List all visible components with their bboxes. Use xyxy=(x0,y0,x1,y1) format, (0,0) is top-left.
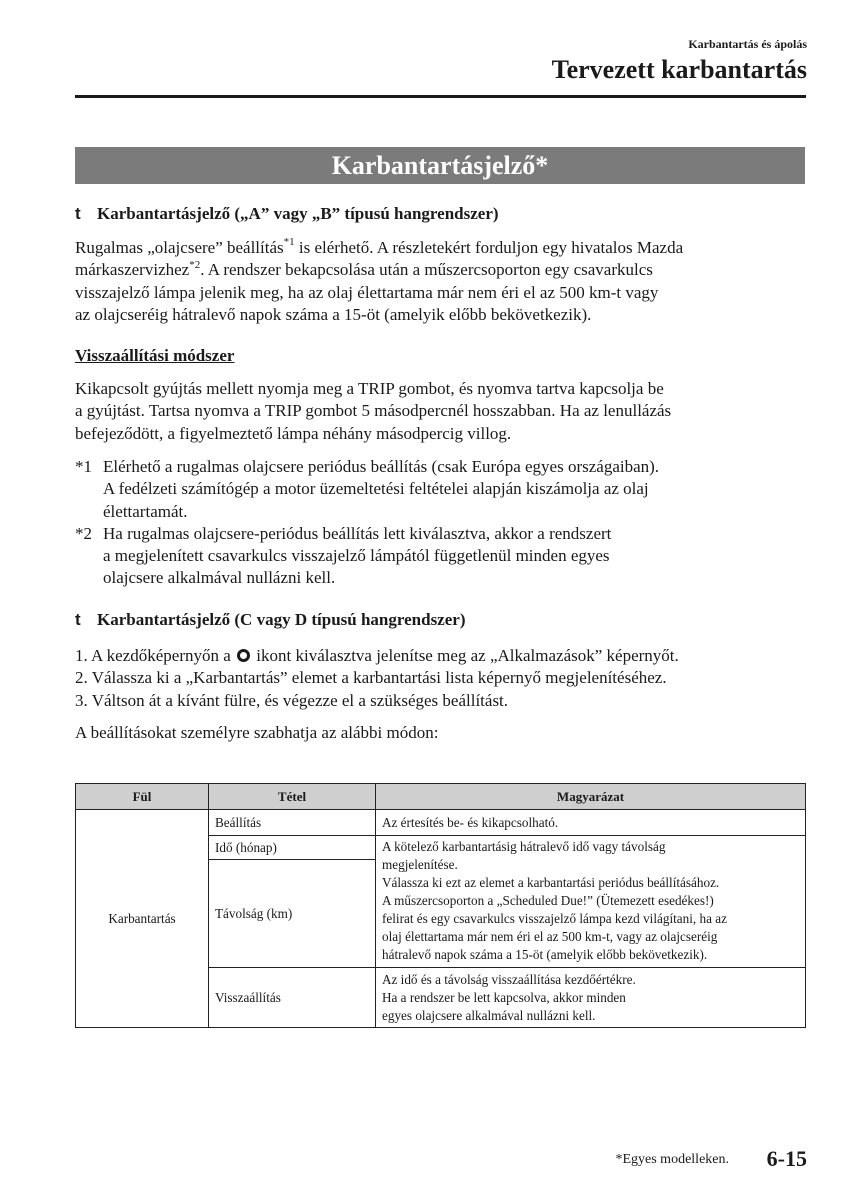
text-line: az olajcseréig hátralevő napok száma a 15-öt (amelyik előbb bekövetkezik). xyxy=(75,304,592,324)
section1-heading xyxy=(75,204,499,224)
text-run: márkaszervizhez xyxy=(75,260,190,280)
page-section-title: Tervezett karbantartás xyxy=(551,55,807,84)
column-header: Magyarázat xyxy=(376,784,806,810)
desc-line: olaj élettartama már nem éri el az 500 km-t, vagy az olajcseréig xyxy=(382,929,718,944)
item-cell: Beállítás xyxy=(209,810,376,836)
desc-line: A kötelező karbantartásig hátralevő idő vagy távolság xyxy=(382,839,666,854)
tab-cell: Karbantartás xyxy=(76,810,209,1028)
steps-list xyxy=(75,645,810,712)
desc-line: Az idő és a távolság visszaállítása kezdőértékre. xyxy=(382,971,636,987)
footnotes xyxy=(75,456,810,590)
text-run: is elérhető. A részletekért forduljon egy hivatalos Mazda xyxy=(294,238,684,257)
chapter-banner: Karbantartásjelző* xyxy=(75,147,805,184)
item-cell: Távolság (km) xyxy=(209,860,376,968)
desc-line: Válassza ki ezt az elemet a karbantartási periódus beállításához. xyxy=(382,875,720,890)
text-line: a gyújtást. Tartsa nyomva a TRIP gombot 5 másodpercnél hosszabban. Ha az lenullázás xyxy=(75,401,672,421)
footnote-text: olajcsere alkalmával nullázni kell. xyxy=(103,568,336,588)
desc-line: felirat és egy csavarkulcs visszajelző lámpa kezd világítani, ha az xyxy=(382,911,727,926)
settings-table xyxy=(75,783,806,1028)
step-text: 3. Váltson át a kívánt fülre, és végezze el a szükséges beállítást. xyxy=(75,690,509,710)
desc-line: hátralevő napok száma a 15-öt (amelyik előbb bekövetkezik). xyxy=(382,947,708,962)
bullet-marker: t xyxy=(75,204,81,223)
step-text: 1. A kezdőképernyőn a xyxy=(75,646,236,665)
footnote-ref-2: *2 xyxy=(189,258,201,271)
step-text: 2. Válassza ki a „Karbantartás” elemet a karbantartási lista képernyő megjelenítéséhez. xyxy=(75,668,667,688)
section2-heading xyxy=(75,610,465,630)
footnote-text: Ha rugalmas olajcsere-periódus beállítás lett kiválasztva, akkor a rendszert xyxy=(103,523,612,543)
desc-cell xyxy=(376,836,806,968)
table-intro: A beállításokat személyre szabhatja az alábbi módon: xyxy=(75,723,439,742)
column-header: Tétel xyxy=(209,784,376,810)
text-run: Rugalmas „olajcsere” beállítás xyxy=(75,238,284,257)
footnote-mark: *2 xyxy=(75,523,92,543)
step-text: ikont kiválasztva jelenítse meg az „Alkalmazások” képernyőt. xyxy=(252,646,679,665)
item-cell: Idő (hónap) xyxy=(209,836,376,860)
reset-method-subheading: Visszaállítási módszer xyxy=(75,346,235,365)
column-header: Fül xyxy=(76,784,209,810)
desc-line: Ha a rendszer be lett kapcsolva, akkor minden xyxy=(382,989,626,1005)
footnote-text: A fedélzeti számítógép a motor üzemeltetési feltételei alapján kiszámolja az olaj xyxy=(103,479,649,499)
desc-line: megjelenítése. xyxy=(382,857,458,872)
intro-paragraph xyxy=(75,237,810,326)
footnote-ref-1: *1 xyxy=(283,236,295,249)
text-line: visszajelző lámpa jelenik meg, ha az olaj élettartama már nem éri el az 500 km-t vagy xyxy=(75,282,659,302)
header-rule xyxy=(75,95,806,98)
desc-cell: Az értesítés be- és kikapcsolható. xyxy=(376,810,806,836)
desc-line: A műszercsoporton a „Scheduled Due!” (Ütemezett esedékes!) xyxy=(382,893,714,908)
footer-note: *Egyes modelleken. xyxy=(615,1152,729,1167)
applications-icon xyxy=(237,649,250,662)
bullet-marker: t xyxy=(75,610,81,629)
section-name: Karbantartás és ápolás xyxy=(688,37,807,51)
page-number: 6-15 xyxy=(766,1146,807,1171)
footnote-text: élettartamát. xyxy=(103,501,188,521)
footnote-text: a megjelenített csavarkulcs visszajelző lámpától függetlenül minden egyes xyxy=(103,546,610,566)
item-cell: Visszaállítás xyxy=(209,968,376,1028)
section2-heading-text: Karbantartásjelző (C vagy D típusú hangrendszer) xyxy=(97,610,466,629)
footnote-mark: *1 xyxy=(75,457,92,476)
reset-paragraph xyxy=(75,378,810,445)
text-line: Kikapcsolt gyújtás mellett nyomja meg a TRIP gombot, és nyomva tartva kapcsolja be xyxy=(75,379,664,398)
footnote-text: Elérhető a rugalmas olajcsere periódus beállítás (csak Európa egyes országaiban). xyxy=(103,457,660,476)
text-run: . A rendszer bekapcsolása után a műszercsoporton egy csavarkulcs xyxy=(200,260,653,280)
desc-cell xyxy=(376,968,806,1028)
desc-line: egyes olajcsere alkalmával nullázni kell. xyxy=(382,1007,596,1023)
text-line: befejeződött, a figyelmeztető lámpa néhány másodpercig villog. xyxy=(75,423,512,443)
section1-heading-text: Karbantartásjelző („A” vagy „B” típusú hangrendszer) xyxy=(97,204,499,223)
